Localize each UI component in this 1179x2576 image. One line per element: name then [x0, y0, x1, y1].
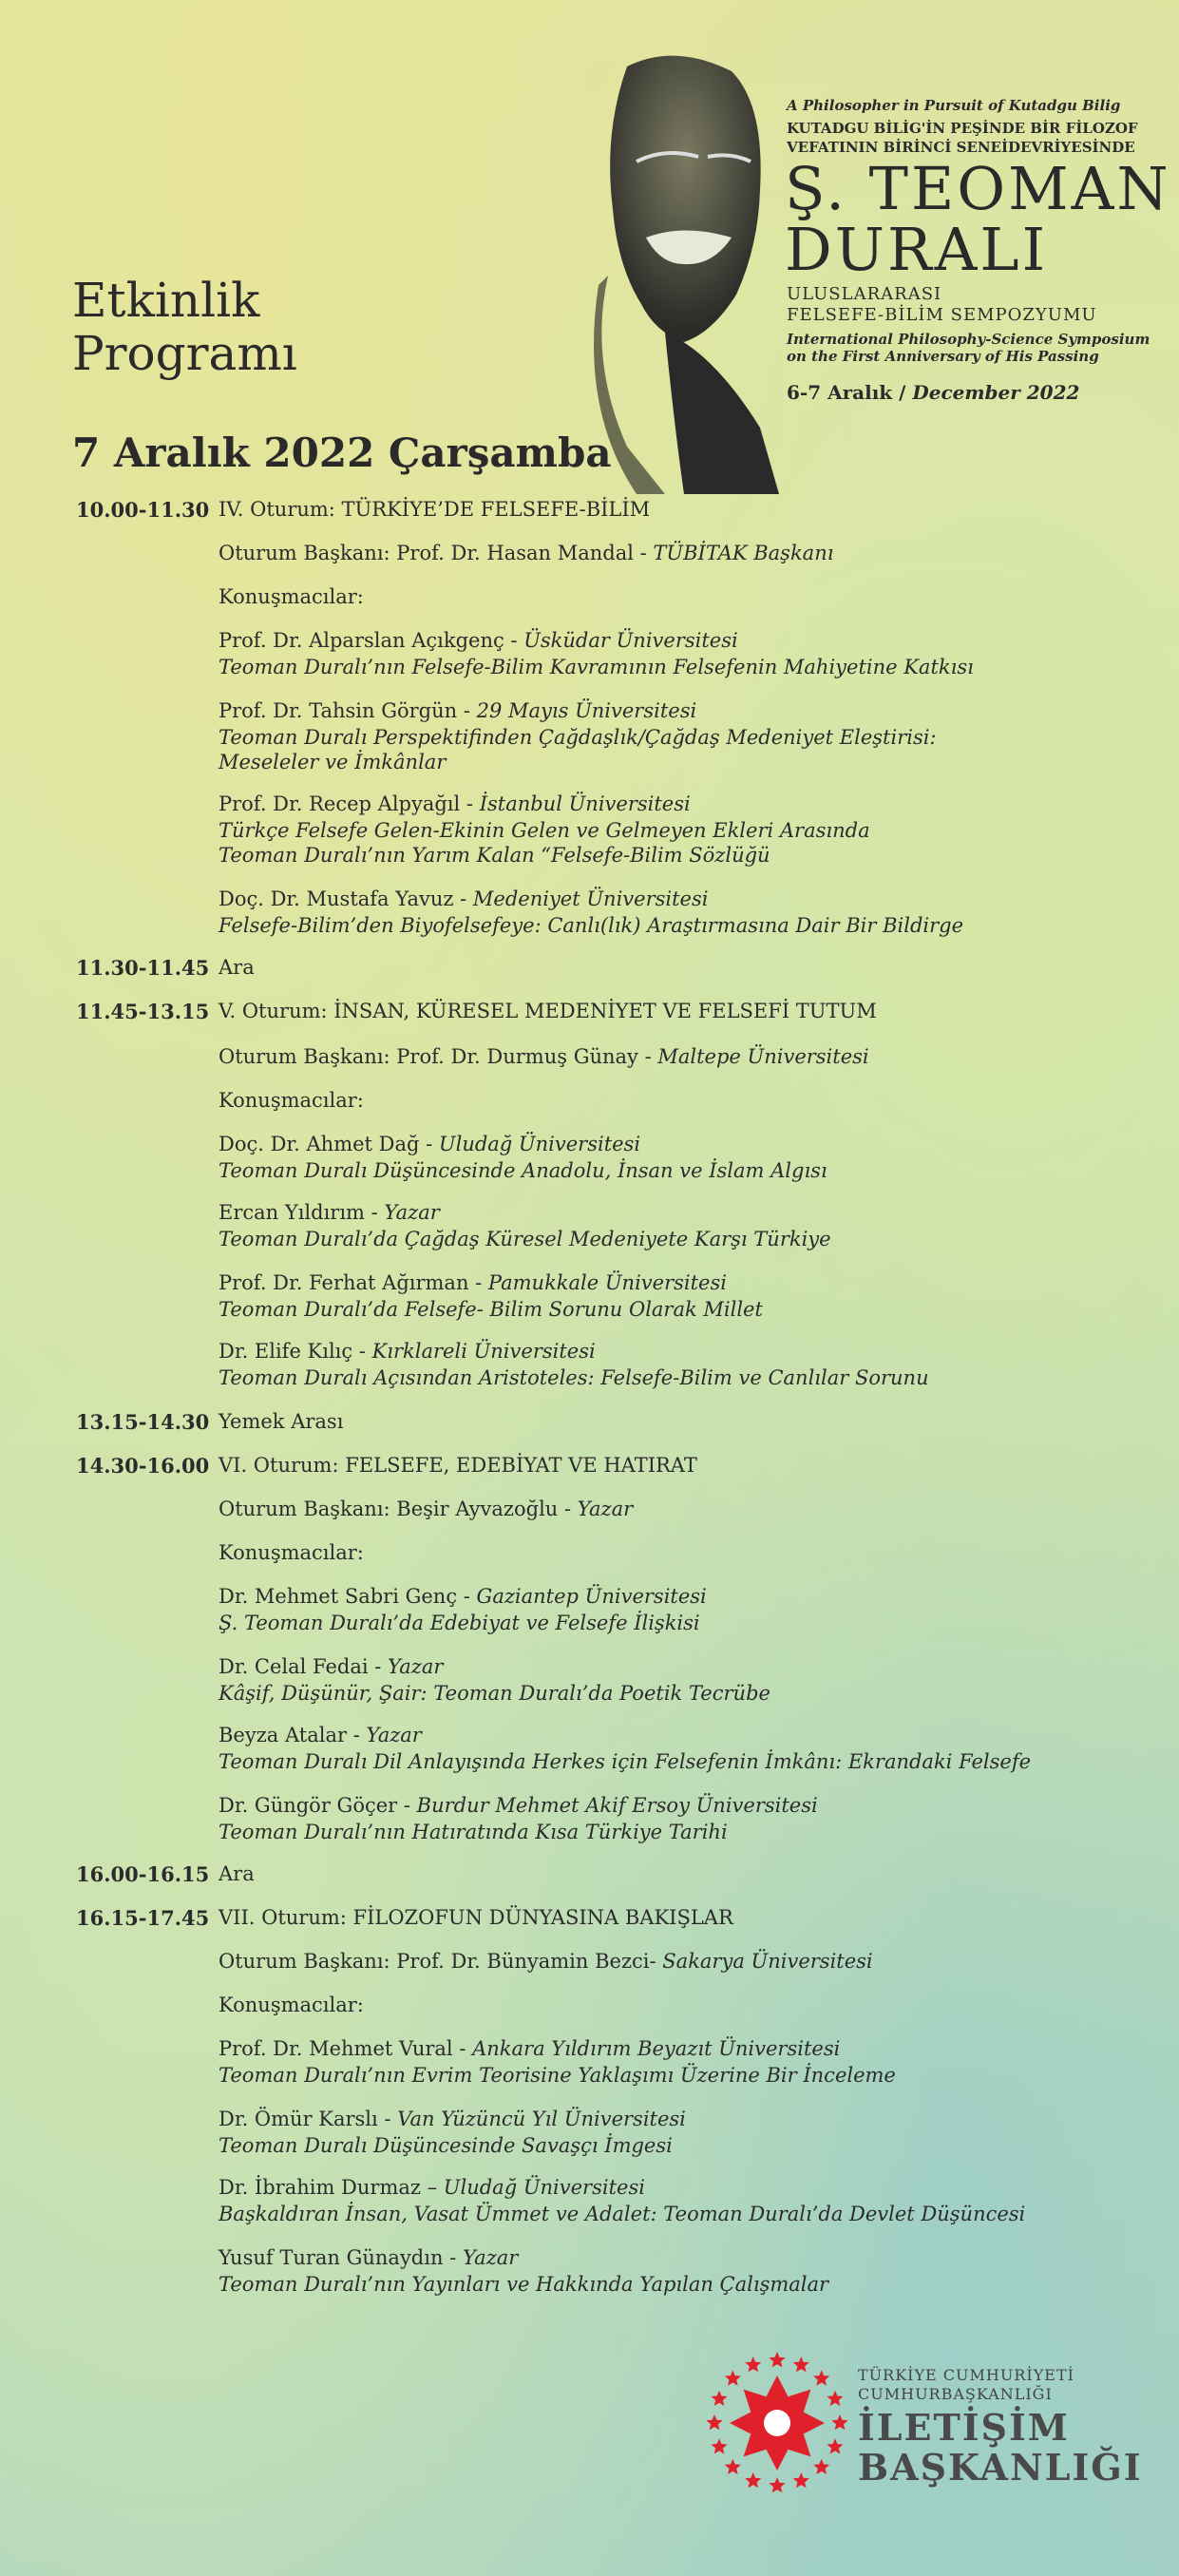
- speaker: [219, 699, 696, 722]
- speaker-name: Dr. Celal Fedai -: [219, 1655, 389, 1678]
- time-slot: 16.00-16.15: [76, 1862, 210, 1886]
- talk-title-cont: Meseleler ve İmkânlar: [219, 751, 447, 773]
- speaker-affiliation: İstanbul Üniversitesi: [479, 792, 691, 815]
- time-slot: 11.45-13.15: [76, 1000, 210, 1023]
- speaker: [219, 1271, 727, 1294]
- speaker-name: Prof. Dr. Ferhat Ağırman -: [219, 1271, 488, 1294]
- symposium-name: FELSEFE-BİLİM SEMPOZYUMU: [787, 305, 1097, 325]
- time-slot: 10.00-11.30: [76, 498, 210, 522]
- speaker-name: Dr. Ömür Karslı -: [219, 2108, 398, 2130]
- speaker: [219, 629, 738, 652]
- speaker-affiliation: Uludağ Üniversitesi: [438, 1133, 641, 1155]
- org-line-1: TÜRKİYE CUMHURİYETİ: [858, 2366, 1074, 2384]
- chair-affiliation: Maltepe Üniversitesi: [657, 1045, 869, 1068]
- speaker: [219, 2037, 840, 2060]
- break-label: Ara: [219, 1862, 255, 1885]
- symposium-type: ULUSLARARASI: [787, 284, 942, 304]
- speaker: [219, 1340, 596, 1363]
- speakers-label: Konuşmacılar:: [219, 1089, 364, 1112]
- speakers-label: Konuşmacılar:: [219, 1994, 364, 2016]
- session-title: V. Oturum: İNSAN, KÜRESEL MEDENİYET VE FELSEFİ TUTUM: [219, 1000, 877, 1022]
- time-slot: 16.15-17.45: [76, 1906, 210, 1930]
- speaker: [219, 1201, 440, 1224]
- session-chair: [219, 1498, 633, 1520]
- speaker: [219, 2108, 686, 2130]
- symposium-english-1: International Philosophy-Science Symposium: [787, 331, 1150, 348]
- talk-title: Teoman Duralı’nın Hatıratında Kısa Türkiye Tarihi: [219, 1821, 728, 1843]
- speaker-name: Yusuf Turan Günaydın -: [219, 2246, 463, 2269]
- speaker-affiliation: 29 Mayıs Üniversitesi: [476, 699, 697, 722]
- speaker: [219, 887, 708, 910]
- talk-title: Teoman Duralı Dil Anlayışında Herkes için Felsefenin İmkânı: Ekrandaki Felsefe: [219, 1750, 1032, 1773]
- program-title-line-1: Etkinlik: [72, 273, 260, 328]
- talk-title: Teoman Duralı Düşüncesinde Anadolu, İnsan ve İslam Algısı: [219, 1159, 827, 1182]
- speaker-name: Doç. Dr. Mustafa Yavuz -: [219, 887, 473, 910]
- speaker: [219, 1585, 707, 1608]
- session-title: VI. Oturum: FELSEFE, EDEBİYAT VE HATIRAT: [219, 1454, 697, 1477]
- speaker: [219, 1794, 818, 1817]
- speaker-affiliation: Yazar: [384, 1201, 440, 1224]
- org-line-3: İLETİŞİM: [858, 2406, 1070, 2449]
- speaker-affiliation: Yazar: [388, 1655, 444, 1678]
- chair-name: Oturum Başkanı: Beşir Ayvazoğlu -: [219, 1498, 578, 1520]
- speaker: [219, 1724, 422, 1746]
- session-title: IV. Oturum: TÜRKİYE’DE FELSEFE-BİLİM: [219, 498, 651, 521]
- talk-title: Teoman Duralı’nın Felsefe-Bilim Kavramının Felsefenin Mahiyetine Katkısı: [219, 656, 974, 678]
- speakers-label: Konuşmacılar:: [219, 1541, 364, 1564]
- speaker-name: Prof. Dr. Mehmet Vural -: [219, 2037, 473, 2060]
- speaker: [219, 792, 691, 815]
- talk-title: Felsefe-Bilim’den Biyofelsefeye: Canlı(lık) Araştırmasına Dair Bir Bildirge: [219, 914, 964, 937]
- session-title: VII. Oturum: FİLOZOFUN DÜNYASINA BAKIŞLAR: [219, 1906, 733, 1929]
- speaker-name: Beyza Atalar -: [219, 1724, 367, 1746]
- talk-title: Kâşif, Düşünür, Şair: Teoman Duralı’da Poetik Tecrübe: [219, 1682, 770, 1705]
- talk-title: Teoman Duralı’nın Evrim Teorisine Yaklaşımı Üzerine Bir İnceleme: [219, 2064, 896, 2087]
- speaker-name: Prof. Dr. Tahsin Görgün -: [219, 699, 477, 722]
- speaker-name: Dr. Mehmet Sabri Genç -: [219, 1585, 477, 1608]
- speaker-name: Dr. Elife Kılıç -: [219, 1340, 372, 1363]
- speaker-affiliation: Uludağ Üniversitesi: [443, 2176, 645, 2199]
- name-line-2: DURALI: [785, 215, 1049, 284]
- chair-name: Oturum Başkanı: Prof. Dr. Durmuş Günay -: [219, 1045, 658, 1068]
- talk-title: Teoman Duralı Perspektifinden Çağdaşlık/Çağdaş Medeniyet Eleştirisi:: [219, 726, 937, 749]
- speaker-name: Ercan Yıldırım -: [219, 1201, 385, 1224]
- break-label: Ara: [219, 956, 255, 979]
- subtitle-turkish-2: VEFATININ BİRİNCİ SENEİDEVRİYESİNDE: [787, 139, 1135, 156]
- name-line-1: Ş. TEOMAN: [785, 154, 1171, 223]
- speaker: [219, 1133, 640, 1155]
- speaker-name: Prof. Dr. Alparslan Açıkgenç -: [219, 629, 524, 652]
- speaker: [219, 2246, 518, 2269]
- event-dates: [787, 381, 1080, 404]
- speaker-affiliation: Yazar: [366, 1724, 422, 1746]
- speaker-affiliation: Medeniyet Üniversitesi: [472, 887, 709, 910]
- speaker-affiliation: Gaziantep Üniversitesi: [476, 1585, 707, 1608]
- time-slot: 14.30-16.00: [76, 1454, 210, 1478]
- dates-turkish: 6-7 Aralık /: [787, 381, 906, 404]
- session-chair: [219, 542, 833, 564]
- speaker-affiliation: Yazar: [462, 2246, 519, 2269]
- program-title: [72, 274, 297, 380]
- speaker-name: Doç. Dr. Ahmet Dağ -: [219, 1133, 439, 1155]
- talk-title: Teoman Duralı’da Çağdaş Küresel Medeniyete Karşı Türkiye: [219, 1228, 831, 1250]
- chair-affiliation: TÜBİTAK Başkanı: [653, 542, 834, 564]
- subtitle-turkish-1: KUTADGU BİLİG'İN PEŞİNDE BİR FİLOZOF: [787, 120, 1138, 137]
- symposium-english-2: on the First Anniversary of His Passing: [787, 348, 1099, 365]
- subtitle-english: A Philosopher in Pursuit of Kutadgu Bilig: [787, 97, 1121, 114]
- chair-name: Oturum Başkanı: Prof. Dr. Bünyamin Bezci-: [219, 1950, 663, 1973]
- speaker-affiliation: Van Yüzüncü Yıl Üniversitesi: [397, 2108, 686, 2130]
- speakers-label: Konuşmacılar:: [219, 585, 364, 608]
- program-title-line-2: Programı: [72, 326, 297, 381]
- session-chair: [219, 1950, 873, 1973]
- org-line-4: BAŞKANLIĞI: [858, 2446, 1143, 2489]
- chair-name: Oturum Başkanı: Prof. Dr. Hasan Mandal -: [219, 542, 654, 564]
- break-label: Yemek Arası: [219, 1410, 344, 1433]
- talk-title-cont: Teoman Duralı’nın Yarım Kalan “Felsefe-Bilim Sözlüğü: [219, 844, 770, 867]
- talk-title: Başkaldıran İnsan, Vasat Ümmet ve Adalet: Teoman Duralı’da Devlet Düşüncesi: [219, 2203, 1026, 2225]
- org-line-2: CUMHURBAŞKANLIĞI: [858, 2385, 1053, 2403]
- chair-affiliation: Yazar: [577, 1498, 634, 1520]
- talk-title: Teoman Duralı’nın Yayınları ve Hakkında Yapılan Çalışmalar: [219, 2273, 829, 2296]
- time-slot: 11.30-11.45: [76, 956, 210, 980]
- speaker: [219, 1655, 443, 1678]
- iletisim-logo-icon: [701, 2347, 853, 2499]
- chair-affiliation: Sakarya Üniversitesi: [662, 1950, 873, 1973]
- time-slot: 13.15-14.30: [76, 1410, 210, 1434]
- session-chair: [219, 1045, 869, 1068]
- speaker-name: Dr. İbrahim Durmaz –: [219, 2176, 444, 2199]
- speaker-affiliation: Burdur Mehmet Akif Ersoy Üniversitesi: [416, 1794, 818, 1817]
- dates-english: December 2022: [912, 381, 1080, 404]
- day-title: 7 Aralık 2022 Çarşamba: [72, 429, 612, 476]
- speaker-affiliation: Ankara Yıldırım Beyazıt Üniversitesi: [472, 2037, 841, 2060]
- speaker-affiliation: Üsküdar Üniversitesi: [523, 629, 738, 652]
- talk-title: Teoman Duralı Açısından Aristoteles: Felsefe-Bilim ve Canlılar Sorunu: [219, 1366, 929, 1389]
- speaker-affiliation: Pamukkale Üniversitesi: [487, 1271, 727, 1294]
- talk-title: Teoman Duralı Düşüncesinde Savaşçı İmgesi: [219, 2134, 673, 2157]
- speaker: [219, 2176, 645, 2199]
- philosopher-portrait: [570, 48, 779, 494]
- speaker-name: Dr. Güngör Göçer -: [219, 1794, 417, 1817]
- talk-title: Teoman Duralı’da Felsefe- Bilim Sorunu Olarak Millet: [219, 1298, 763, 1321]
- talk-title: Türkçe Felsefe Gelen-Ekinin Gelen ve Gelmeyen Ekleri Arasında: [219, 819, 870, 842]
- speaker-affiliation: Kırklareli Üniversitesi: [371, 1340, 596, 1363]
- speaker-name: Prof. Dr. Recep Alpyağıl -: [219, 792, 480, 815]
- talk-title: Ş. Teoman Duralı’da Edebiyat ve Felsefe İlişkisi: [219, 1612, 700, 1634]
